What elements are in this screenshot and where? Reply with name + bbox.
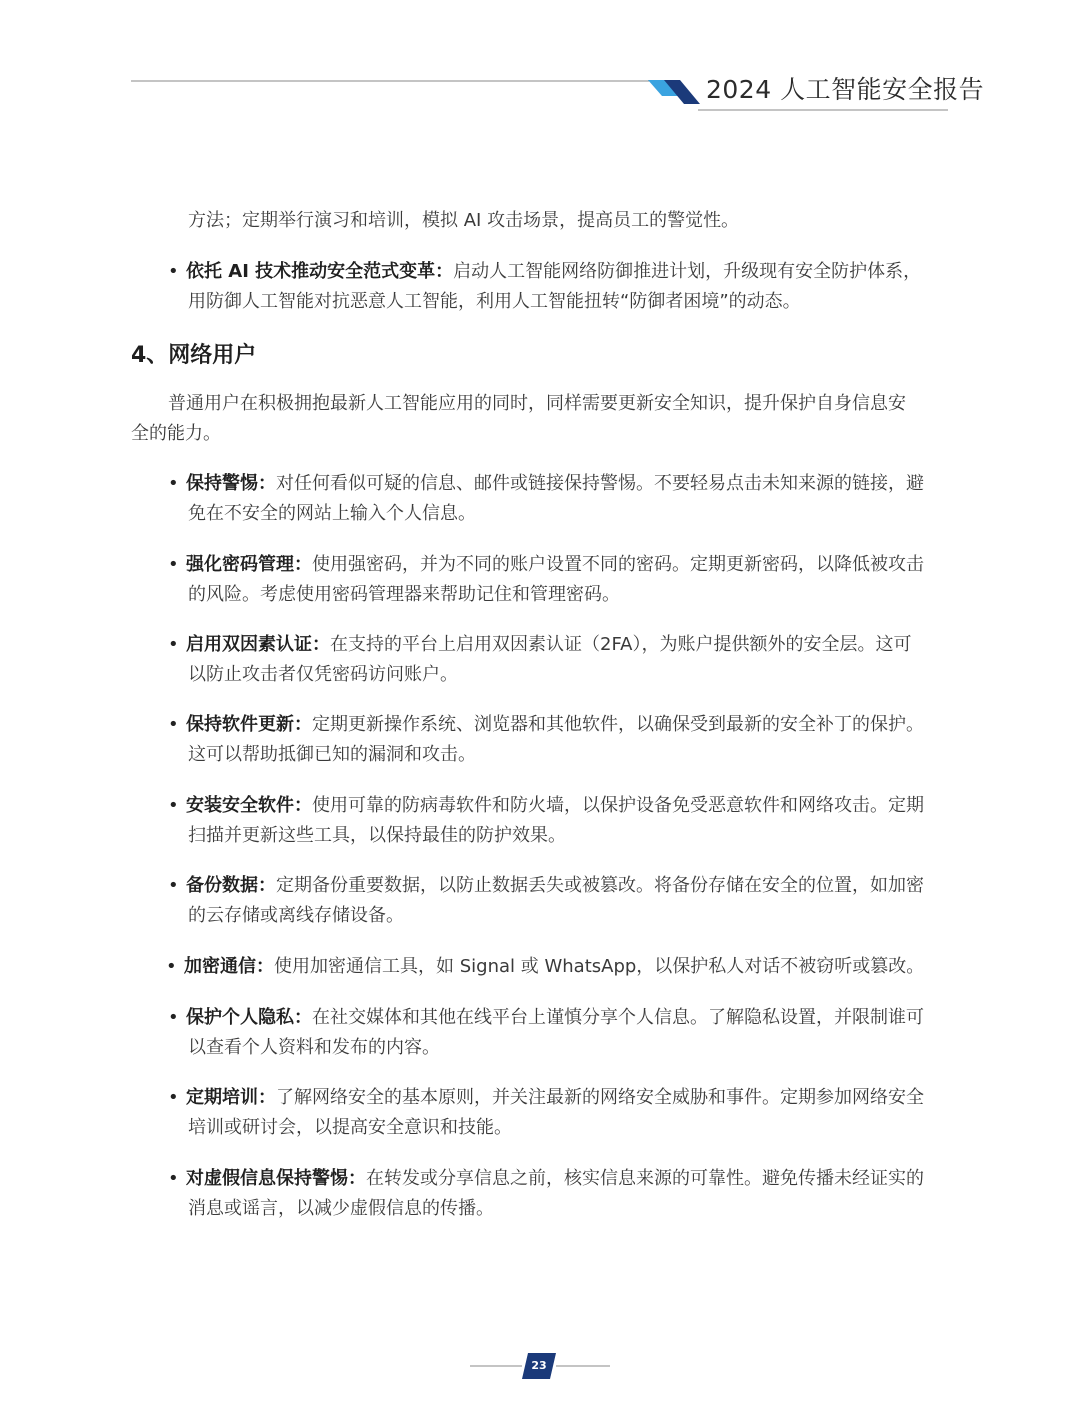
bullet-dot: • [168,1087,179,1108]
intro-line2: 全的能力。 [131,423,221,444]
ai-item-bold: 依托 AI 技术推动安全范式变革： [186,261,454,282]
list-item-bold: 对虚假信息保持警惕： [186,1168,366,1189]
bullet-dot: • [166,956,177,977]
list-item-bold: 保持软件更新： [186,714,312,735]
page-header [0,0,1080,130]
list-item [186,791,924,821]
bullet-dot: • [168,1168,179,1189]
list-item [186,1003,924,1033]
list-item-continuation: 的风险。考虑使用密码管理器来帮助记住和管理密码。 [188,584,620,605]
list-item [186,469,924,499]
section-heading: 4、网络用户 [131,343,257,368]
list-item [186,1083,924,1113]
list-item-continuation: 培训或研讨会，以提高安全意识和技能。 [188,1117,512,1138]
bullet-dot: • [168,795,179,816]
ai-item-line2: 用防御人工智能对抗恶意人工智能，利用人工智能扭转“防御者困境”的动态。 [188,291,801,312]
list-item-continuation: 这可以帮助抵御已知的漏洞和攻击。 [188,744,476,765]
list-item-continuation: 的云存储或离线存储设备。 [188,905,404,926]
list-item-text: 使用强密码，并为不同的账户设置不同的密码。定期更新密码，以降低被攻击 [312,554,924,575]
list-item-bold: 保护个人隐私： [186,1007,312,1028]
bullet-dot: • [168,1007,179,1028]
list-item-text: 使用可靠的防病毒软件和防火墙，以保护设备免受恶意软件和网络攻击。定期 [312,795,924,816]
list-item-text: 定期更新操作系统、浏览器和其他软件，以确保受到最新的安全补丁的保护。 [312,714,924,735]
page-number: 23 [531,1359,547,1372]
list-item [186,710,924,740]
list-item-bold: 保持警惕： [186,473,276,494]
list-item-text: 定期备份重要数据，以防止数据丢失或被篡改。将备份存储在安全的位置，如加密 [276,875,924,896]
bullet-dot: • [168,261,179,282]
list-item-text: 对任何看似可疑的信息、邮件或链接保持警惕。不要轻易点击未知来源的链接，避 [276,473,924,494]
intro-line1: 普通用户在积极拥抱最新人工智能应用的同时，同样需要更新安全知识，提升保护自身信息安 [168,393,906,414]
ai-item-text: 启动人工智能网络防御推进计划，升级现有安全防护体系， [453,261,922,282]
list-item-text: 在转发或分享信息之前，核实信息来源的可靠性。避免传播未经证实的 [366,1168,924,1189]
header-decoration [0,0,1080,130]
list-item [186,871,924,901]
list-item [186,630,911,660]
list-item-bold: 定期培训： [186,1087,276,1108]
list-item-bold: 启用双因素认证： [186,634,330,655]
bullet-dot: • [168,473,179,494]
page-footer [0,1340,1080,1390]
list-item-bold: 强化密码管理： [186,554,312,575]
list-item-text: 使用加密通信工具，如 Signal 或 WhatsApp，以保护私人对话不被窃听或篡改。 [274,956,925,977]
list-item-continuation: 扫描并更新这些工具，以保持最佳的防护效果。 [188,825,566,846]
report-title: 2024 人工智能安全报告 [706,75,985,104]
list-item-text: 在支持的平台上启用双因素认证（2FA），为账户提供额外的安全层。这可 [330,634,912,655]
list-item-continuation: 消息或谣言，以减少虚假信息的传播。 [188,1198,494,1219]
ai-item-line1 [186,257,921,287]
continuation-line: 方法；定期举行演习和培训，模拟 AI 攻击场景，提高员工的警觉性。 [188,210,740,231]
bullet-dot: • [168,634,179,655]
bullet-dot: • [168,554,179,575]
list-item-bold: 备份数据： [186,875,276,896]
list-item-continuation: 以查看个人资料和发布的内容。 [188,1037,440,1058]
list-item-continuation: 以防止攻击者仅凭密码访问账户。 [188,664,458,685]
list-item [184,952,924,982]
list-item-text: 了解网络安全的基本原则，并关注最新的网络安全威胁和事件。定期参加网络安全 [276,1087,924,1108]
list-item [186,550,924,580]
list-item-text: 在社交媒体和其他在线平台上谨慎分享个人信息。了解隐私设置，并限制谁可 [312,1007,924,1028]
list-item-bold: 安装安全软件： [186,795,312,816]
bullet-dot: • [168,714,179,735]
bullet-dot: • [168,875,179,896]
list-item [186,1164,924,1194]
list-item-bold: 加密通信： [184,956,274,977]
list-item-continuation: 免在不安全的网站上输入个人信息。 [188,503,476,524]
